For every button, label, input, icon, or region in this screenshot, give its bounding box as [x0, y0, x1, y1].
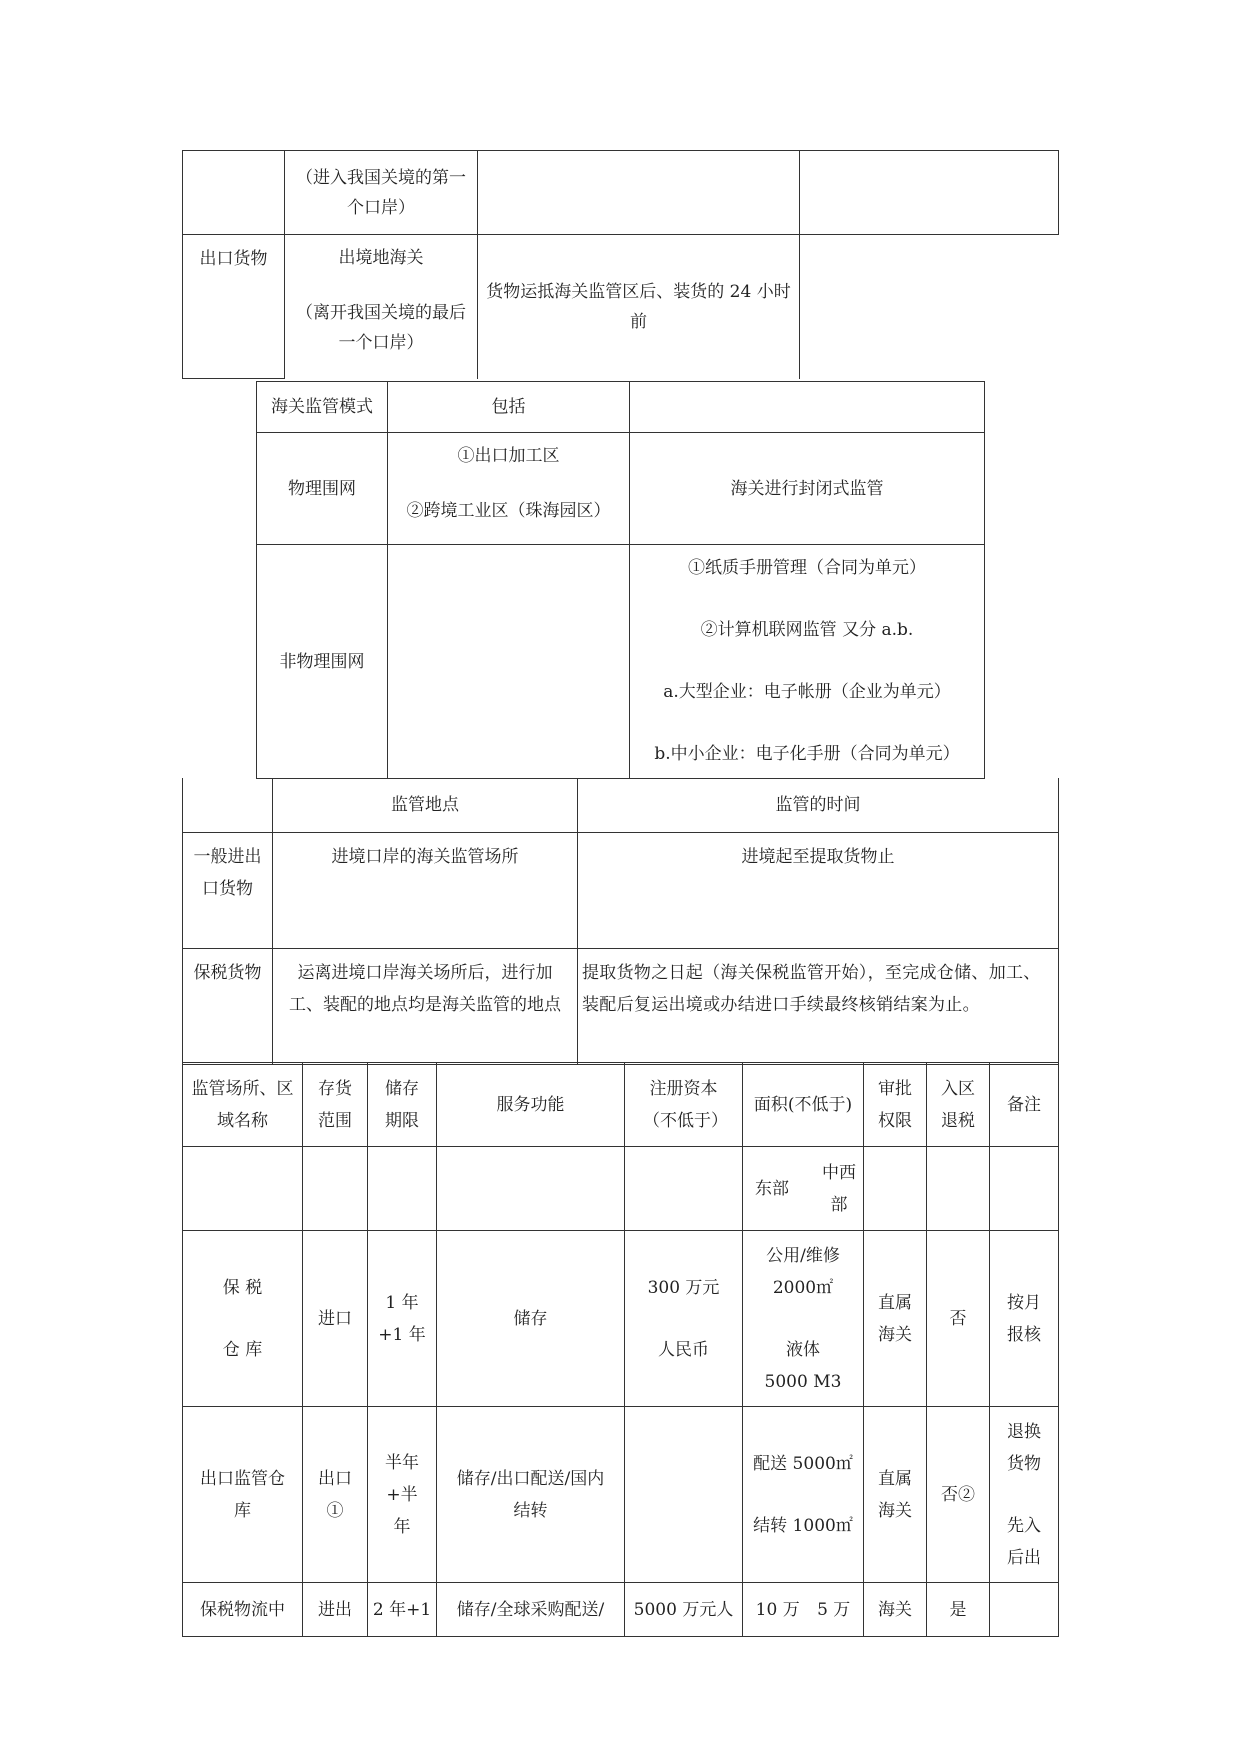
cell-non-physical-fence: 非物理围网: [257, 545, 388, 779]
cell-general-time: 进境起至提取货物止: [578, 832, 1059, 948]
exit-customs-note: （离开我国关境的最后一个口岸）: [296, 303, 466, 353]
cell-non-physical-includes: [388, 545, 630, 779]
cell-ew-refund: 否②: [927, 1407, 990, 1583]
cell: [800, 235, 1059, 379]
bonded-warehouse-name-b: 仓 库: [222, 1339, 263, 1360]
cell-lc-refund: 是: [927, 1583, 990, 1637]
cell-ew-function: 储存/出口配送/国内结转: [437, 1407, 625, 1583]
lc-area-mid: 5 万: [817, 1599, 851, 1620]
bw-area-line: 公用/维修: [766, 1245, 840, 1266]
bw-capital-a: 300 万元: [647, 1277, 720, 1298]
cell-bw-area: [743, 1231, 864, 1407]
table-row: [257, 433, 985, 545]
cell-lc-function: 储存/全球采购配送/: [437, 1583, 625, 1637]
table-row: [183, 1583, 1059, 1637]
bw-capital-b: 人民币: [658, 1339, 709, 1360]
cell-bw-period: 1 年+1 年: [368, 1231, 437, 1407]
table-declaration-place: [182, 150, 1059, 379]
cell-lc-period: 2 年+1: [368, 1583, 437, 1637]
header-approval: 审批权限: [864, 1063, 927, 1147]
desc-line: ①纸质手册管理（合同为单元）: [688, 558, 926, 578]
header-place: 监管地点: [273, 778, 578, 832]
header-scope: 存货范围: [303, 1063, 368, 1147]
area-east-label: 东部: [755, 1178, 789, 1199]
cell: [368, 1147, 437, 1231]
cell-bw-refund: 否: [927, 1231, 990, 1407]
header-function: 服务功能: [437, 1063, 625, 1147]
cell-export-warehouse: 出口监管仓库: [183, 1407, 303, 1583]
cell-lc-capital: 5000 万元人: [625, 1583, 743, 1637]
area-midwest-label: 中西部: [822, 1162, 856, 1215]
header-blank: [630, 382, 985, 433]
cell-bw-function: 储存: [437, 1231, 625, 1407]
lc-area-east: 10 万: [755, 1599, 800, 1620]
cell-physical-desc: 海关进行封闭式监管: [630, 433, 985, 545]
cell-general-place: 进境口岸的海关监管场所: [273, 832, 578, 948]
table-row: [183, 832, 1059, 948]
header-mode: 海关监管模式: [257, 382, 388, 433]
cell: [183, 1147, 303, 1231]
cell: [437, 1147, 625, 1231]
table-row: [183, 1231, 1059, 1407]
cell: [800, 151, 1059, 235]
cell-bw-capital: [625, 1231, 743, 1407]
cell: [478, 151, 800, 235]
cell: [864, 1147, 927, 1231]
bw-area-line: 液体: [786, 1339, 820, 1360]
table-row: [183, 235, 1059, 379]
table-row: [183, 1407, 1059, 1583]
cell-area-sub: [743, 1147, 864, 1231]
cell-ew-approval: 直属海关: [864, 1407, 927, 1583]
ew-area-a: 配送 5000㎡: [753, 1453, 853, 1474]
cell-bonded-time: 提取货物之日起（海关保税监管开始），至完成仓储、加工、装配后复运出境或办结进口手续最终核销结案为止。: [578, 948, 1059, 1064]
cell-lc-approval: 海关: [864, 1583, 927, 1637]
header-period: 储存期限: [368, 1063, 437, 1147]
table-row: [257, 545, 985, 779]
cell-physical-fence: 物理围网: [257, 433, 388, 545]
desc-line: a.大型企业：电子帐册（企业为单元）: [663, 682, 951, 702]
cell-export-time: 货物运抵海关监管区后、装货的 24 小时前: [478, 235, 800, 379]
cell-lc-scope: 进出: [303, 1583, 368, 1637]
ew-note-a: 退换货物: [1007, 1421, 1041, 1474]
bonded-warehouse-name-a: 保 税: [222, 1277, 263, 1298]
cell: [183, 151, 285, 235]
cell-bw-scope: 进口: [303, 1231, 368, 1407]
cell-bw-note: 按月报核: [990, 1231, 1059, 1407]
table-bonded-sites: [182, 1062, 1059, 1637]
bw-area-line: 2000㎡: [772, 1277, 834, 1298]
cell-logistics-center: 保税物流中: [183, 1583, 303, 1637]
ew-note-b: 先入后出: [1007, 1515, 1041, 1568]
cell: [303, 1147, 368, 1231]
exit-customs-label: 出境地海关: [338, 248, 424, 268]
table-supervision-mode: [256, 381, 985, 779]
table-row: [183, 778, 1059, 832]
cell-non-physical-desc: [630, 545, 985, 779]
cell-ew-capital: [625, 1407, 743, 1583]
header-refund: 入区退税: [927, 1063, 990, 1147]
cell-bonded-place: 运离进境口岸海关场所后，进行加工、装配的地点均是海关监管的地点: [273, 948, 578, 1064]
header-note: 备注: [990, 1063, 1059, 1147]
cell-ew-period: 半年+半年: [368, 1407, 437, 1583]
table-supervision-place-time: [182, 778, 1059, 1065]
cell-ew-scope: 出口①: [303, 1407, 368, 1583]
header-time: 监管的时间: [578, 778, 1059, 832]
ew-area-b: 结转 1000㎡: [753, 1515, 853, 1536]
desc-line: ②计算机联网监管 又分 a.b.: [700, 620, 914, 640]
cell: [990, 1147, 1059, 1231]
table-row: [257, 382, 985, 433]
item-cross-border-zone: ②跨境工业区（珠海园区）: [406, 501, 611, 521]
cell-lc-area: [743, 1583, 864, 1637]
cell-lc-note: [990, 1583, 1059, 1637]
table-row: [183, 948, 1059, 1064]
cell-exit-customs: [285, 235, 478, 379]
cell-ew-note: [990, 1407, 1059, 1583]
table-row: [183, 151, 1059, 235]
cell-bw-approval: 直属海关: [864, 1231, 927, 1407]
cell-ew-area: [743, 1407, 864, 1583]
header-includes: 包括: [388, 382, 630, 433]
table-row: [183, 1063, 1059, 1147]
cell-bonded-goods: 保税货物: [183, 948, 273, 1064]
bw-area-line: 5000 M3: [764, 1371, 842, 1392]
header-site-name: 监管场所、区域名称: [183, 1063, 303, 1147]
cell-bonded-warehouse: [183, 1231, 303, 1407]
desc-line: b.中小企业：电子化手册（合同为单元）: [654, 744, 960, 764]
header-blank: [183, 778, 273, 832]
header-area: 面积(不低于): [743, 1063, 864, 1147]
table-row: [183, 1147, 1059, 1231]
header-capital: 注册资本（不低于）: [625, 1063, 743, 1147]
cell-physical-includes: [388, 433, 630, 545]
cell: [927, 1147, 990, 1231]
cell: [625, 1147, 743, 1231]
cell-first-port: （进入我国关境的第一个口岸）: [285, 151, 478, 235]
cell-general-goods: 一般进出口货物: [183, 832, 273, 948]
cell-export-goods: 出口货物: [183, 235, 285, 379]
item-export-processing-zone: ①出口加工区: [457, 446, 560, 466]
